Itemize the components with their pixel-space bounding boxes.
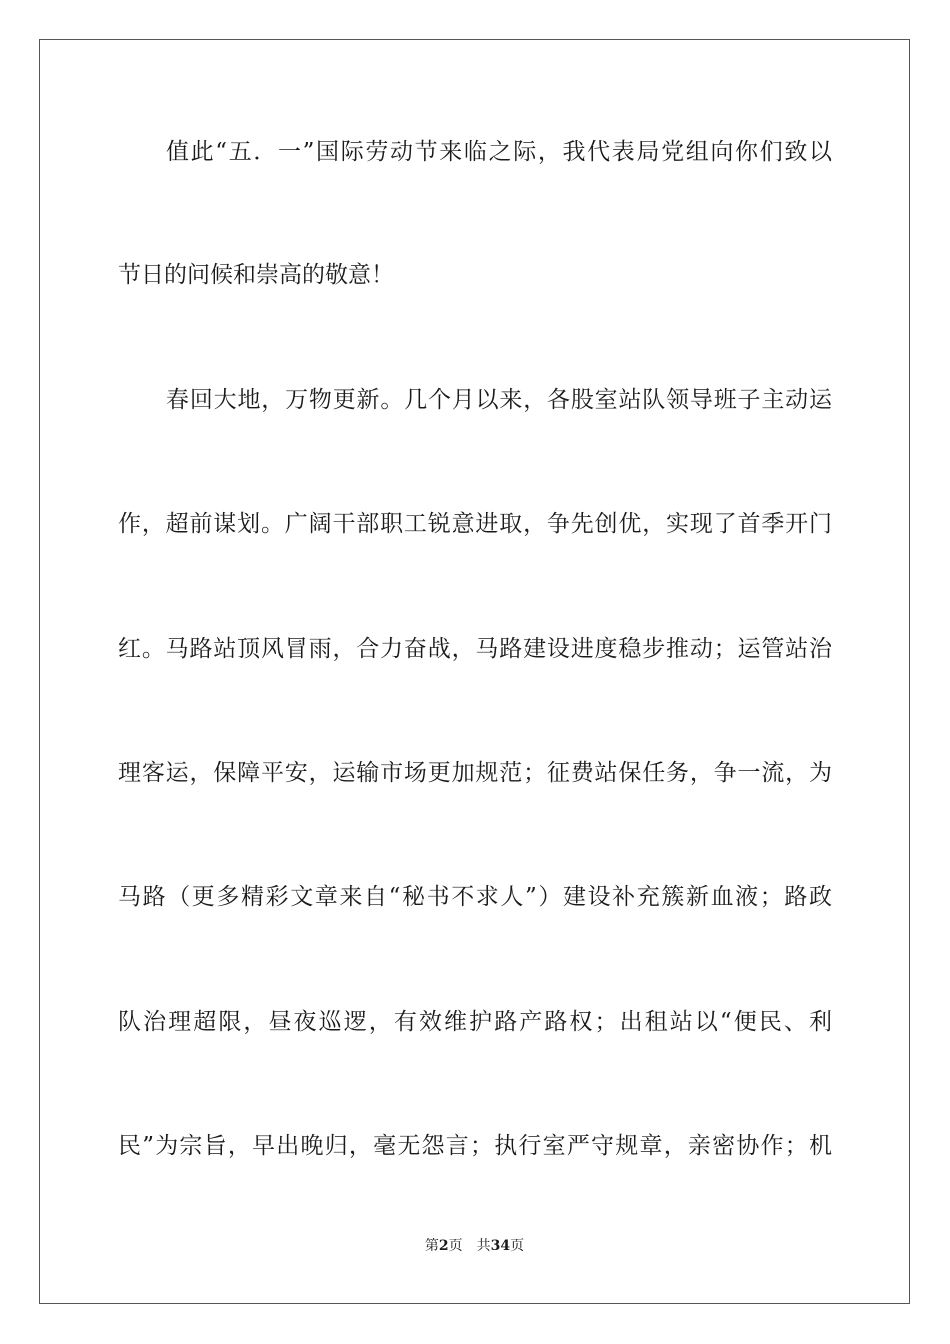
footer-page-suffix: 页 [448, 1238, 463, 1254]
footer-page-prefix: 第 [424, 1238, 439, 1254]
text-line-1: 值此“五．一”国际劳动节来临之际，我代表局党组向你们致以 [166, 139, 832, 165]
text-line-9: 民”为宗旨，早出晚归，毫无怨言；执行室严守规章，亲密协作；机 [118, 1133, 832, 1159]
text-line-2: 节日的问候和崇高的敬意！ [118, 262, 394, 288]
document-page [39, 39, 910, 1304]
text-line-3: 春回大地，万物更新。几个月以来，各股室站队领导班子主动运 [166, 387, 832, 413]
text-line-7: 马路（更多精彩文章来自“秘书不求人”）建设补充簇新血液；路政 [118, 884, 832, 910]
footer-total-suffix: 页 [510, 1238, 525, 1254]
text-line-4: 作，超前谋划。广阔干部职工锐意进取，争先创优，实现了首季开门 [118, 511, 832, 537]
footer-total-prefix: 共 [476, 1238, 491, 1254]
page-footer [40, 1236, 909, 1256]
text-line-5: 红。马路站顶风冒雨，合力奋战，马路建设进度稳步推动；运管站治 [118, 636, 832, 662]
text-line-6: 理客运，保障平安，运输市场更加规范；征费站保任务，争一流，为 [118, 760, 832, 786]
footer-page-number: 2 [438, 1238, 449, 1254]
footer-total-pages: 34 [490, 1238, 511, 1254]
text-line-8: 队治理超限，昼夜巡逻，有效维护路产路权；出租站以“便民、利 [118, 1009, 832, 1035]
